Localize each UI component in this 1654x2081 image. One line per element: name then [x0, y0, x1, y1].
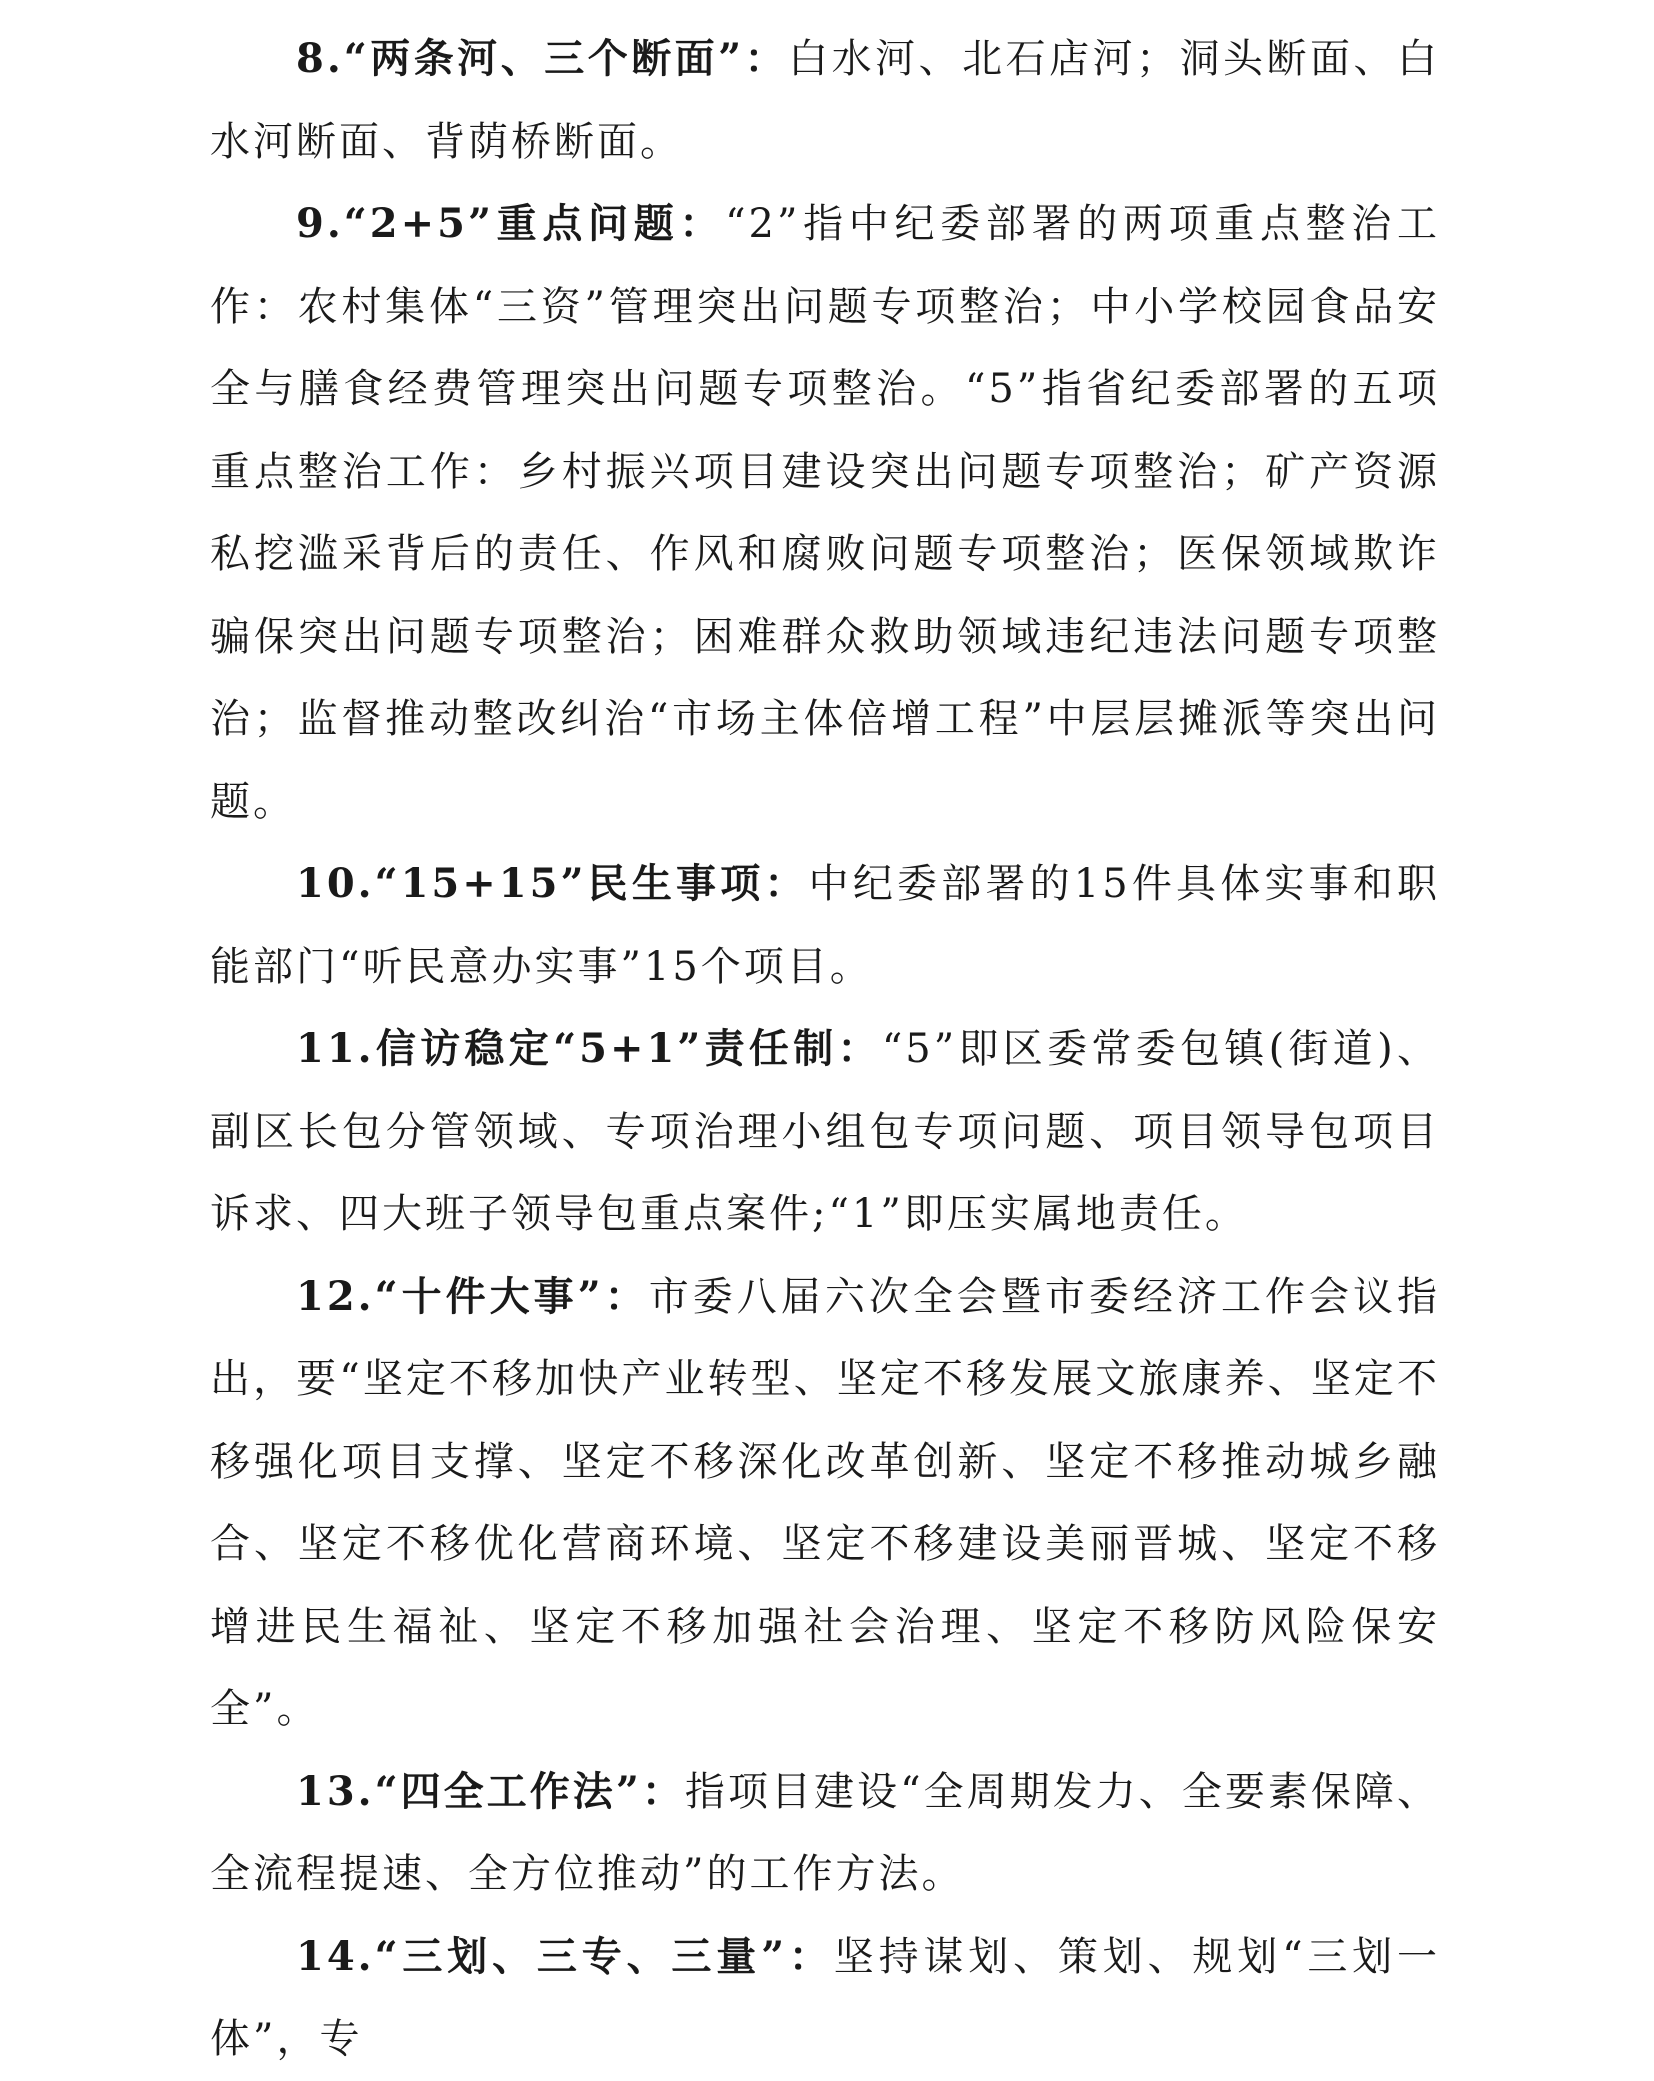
item-14-paragraph [210, 1916, 1440, 2081]
item-13-number: 13. [296, 1767, 375, 1815]
item-14-number: 14. [296, 1932, 375, 1980]
item-13-term: “四全工作法” [374, 1767, 642, 1815]
item-10-text: 中纪委部署的15件具体实事和职能部门“听民意办实事”15个项目。 [210, 861, 1441, 990]
item-8-number: 8. [296, 35, 344, 82]
document-page [210, 18, 1440, 2081]
item-9-colon: ： [679, 200, 726, 247]
item-12-colon: ： [603, 1272, 649, 1320]
item-13-colon: ： [641, 1767, 685, 1815]
item-13-text: 指项目建设“全周期发力、全要素保障、全流程提速、全方位推动”的工作方法。 [210, 1768, 1441, 1897]
item-10-number: 10. [296, 860, 375, 907]
item-10-colon: ： [764, 860, 809, 907]
item-8-paragraph [210, 18, 1440, 183]
item-8-colon: ： [744, 35, 789, 82]
item-11-colon: ： [837, 1025, 882, 1072]
item-11-paragraph [210, 1008, 1440, 1256]
item-12-text: 市委八届六次全会暨市委经济工作会议指出，要“坚定不移加快产业转型、坚定不移发展文旅康养、坚定不移强化项目支撑、坚定不移深化改革创新、坚定不移推动城乡融合、坚定不移优化营商环境、坚定不移建设美丽晋城、坚定不移增进民生福祉、坚定不移加强社会治理、坚定不移防风险保安全”。 [210, 1273, 1441, 1732]
item-10-paragraph [210, 843, 1440, 1008]
item-11-text: “5”即区委常委包镇(街道)、副区长包分管领域、专项治理小组包专项问题、项目领导包项目诉求、四大班子领导包重点案件;“1”即压实属地责任。 [210, 1026, 1441, 1237]
item-9-text: “2”指中纪委部署的两项重点整治工作：农村集体“三资”管理突出问题专项整治；中小学校园食品安全与膳食经费管理突出问题专项整治。“5”指省纪委部署的五项重点整治工作：乡村振兴项目建设突出问题专项整治；矿产资源私挖滥采背后的责任、作风和腐败问题专项整治；医保领域欺诈骗保突出问题专项整治；困难群众救助领域违纪违法问题专项整治；监督推动整改纠治“市场主体倍增工程”中层层摊派等突出问题。 [210, 201, 1440, 825]
item-14-term: “三划、三专、三量” [374, 1932, 788, 1980]
item-8-text: 白水河、北石店河；洞头断面、白水河断面、背荫桥断面。 [210, 36, 1441, 165]
item-12-number: 12. [296, 1272, 375, 1320]
item-9-paragraph [210, 183, 1440, 843]
item-12-paragraph [210, 1256, 1440, 1751]
item-9-number: 9. [296, 200, 344, 247]
item-10-term: “15+15”民生事项 [374, 860, 765, 907]
item-14-text: 坚持谋划、策划、规划“三划一体”，专 [210, 1933, 1441, 2062]
item-12-term: “十件大事” [374, 1272, 604, 1320]
item-13-paragraph [210, 1751, 1440, 1916]
item-11-number: 11. [296, 1025, 375, 1072]
item-8-term: “两条河、三个断面” [343, 35, 745, 82]
item-14-colon: ： [787, 1932, 834, 1980]
item-11-term: 信访稳定“5+1”责任制 [374, 1025, 838, 1072]
item-9-term: “2+5”重点问题 [343, 200, 680, 247]
